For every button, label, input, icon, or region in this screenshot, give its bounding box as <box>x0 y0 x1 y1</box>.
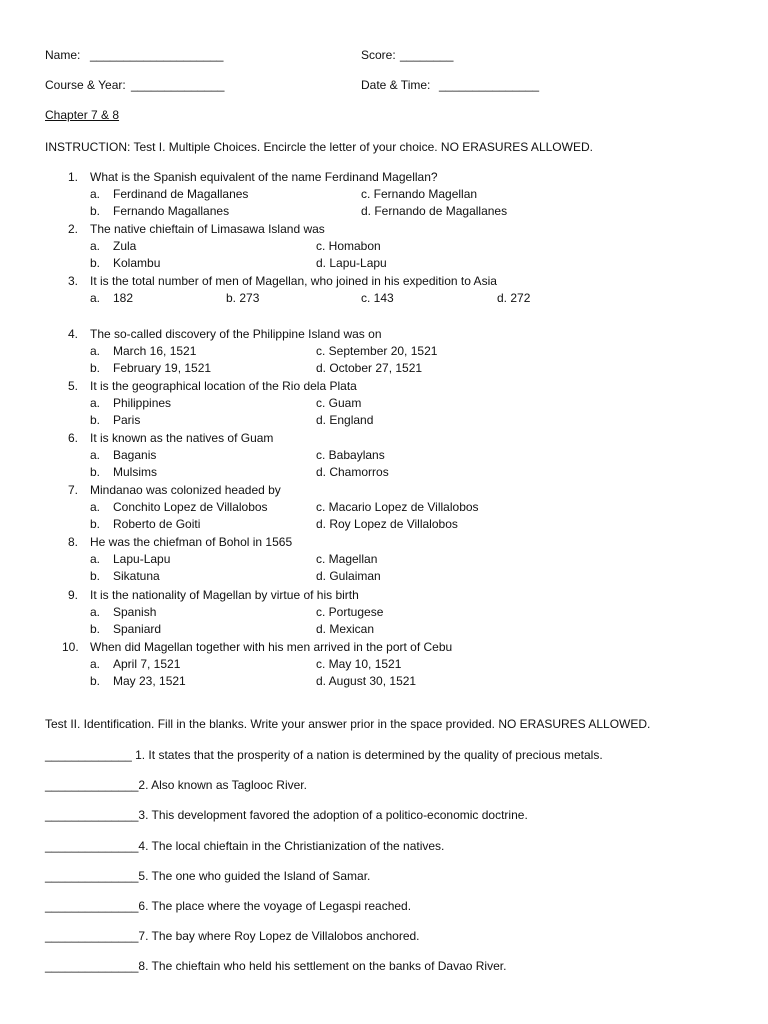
answer-option[interactable]: c. September 20, 1521 <box>316 344 438 358</box>
answer-option[interactable]: Sikatuna <box>113 569 160 583</box>
option-letter[interactable]: b. <box>90 569 101 583</box>
answer-option[interactable]: d. Chamorros <box>316 465 389 479</box>
answer-option[interactable]: Fernando Magallanes <box>113 204 230 218</box>
answer-option[interactable]: Lapu-Lapu <box>113 552 171 566</box>
question-number: 3. <box>68 274 79 288</box>
option-letter[interactable]: a. <box>90 344 101 358</box>
question-number: 9. <box>68 588 79 602</box>
question-number: 6. <box>68 431 79 445</box>
identification-item[interactable]: ______________7. The bay where Roy Lopez de Villalobos anchored. <box>45 929 420 943</box>
answer-option[interactable]: c. Fernando Magellan <box>361 187 478 201</box>
chapter-title: Chapter 7 & 8 <box>45 108 120 122</box>
score-blank[interactable]: ________ <box>400 48 454 62</box>
test2-instruction: Test II. Identification. Fill in the blanks. Write your answer prior in the space provided. NO ERASURES ALLOWED. <box>45 717 651 731</box>
answer-option[interactable]: c. Magellan <box>316 552 378 566</box>
answer-option[interactable]: c. Guam <box>316 396 362 410</box>
option-letter[interactable]: b. <box>90 674 101 688</box>
answer-option[interactable]: d. Roy Lopez de Villalobos <box>316 517 458 531</box>
answer-option[interactable]: Roberto de Goiti <box>113 517 201 531</box>
answer-option[interactable]: c. 143 <box>361 291 394 305</box>
answer-option[interactable]: d. October 27, 1521 <box>316 361 423 375</box>
answer-option[interactable]: May 23, 1521 <box>113 674 186 688</box>
question-text: The native chieftain of Limasawa Island was <box>90 222 325 236</box>
answer-option[interactable]: 182 <box>113 291 134 305</box>
identification-item[interactable]: ______________6. The place where the voyage of Legaspi reached. <box>45 899 412 913</box>
score-label: Score: <box>361 48 396 62</box>
option-letter[interactable]: b. <box>90 465 101 479</box>
option-letter[interactable]: b. <box>90 517 101 531</box>
option-letter[interactable]: b. <box>90 413 101 427</box>
answer-option[interactable]: February 19, 1521 <box>113 361 212 375</box>
option-letter[interactable]: a. <box>90 500 101 514</box>
question-text: It is the total number of men of Magellan, who joined in his expedition to Asia <box>90 274 497 288</box>
answer-option[interactable]: d. England <box>316 413 374 427</box>
question-text: What is the Spanish equivalent of the name Ferdinand Magellan? <box>90 170 438 184</box>
question-number: 10. <box>62 640 79 654</box>
answer-option[interactable]: d. Gulaiman <box>316 569 381 583</box>
answer-option[interactable]: Spaniard <box>113 622 162 636</box>
option-letter[interactable]: a. <box>90 605 101 619</box>
answer-option[interactable]: d. Lapu-Lapu <box>316 256 387 270</box>
answer-option[interactable]: b. 273 <box>226 291 260 305</box>
question-text: When did Magellan together with his men arrived in the port of Cebu <box>90 640 453 654</box>
option-letter[interactable]: a. <box>90 239 101 253</box>
answer-option[interactable]: Baganis <box>113 448 157 462</box>
option-letter[interactable]: b. <box>90 622 101 636</box>
answer-option[interactable]: March 16, 1521 <box>113 344 197 358</box>
answer-option[interactable]: Zula <box>113 239 137 253</box>
option-letter[interactable]: a. <box>90 657 101 671</box>
question-number: 8. <box>68 535 79 549</box>
course-year-label: Course & Year: <box>45 78 126 92</box>
option-letter[interactable]: b. <box>90 256 101 270</box>
answer-option[interactable]: c. May 10, 1521 <box>316 657 402 671</box>
identification-item[interactable]: ______________4. The local chieftain in the Christianization of the natives. <box>45 839 445 853</box>
option-letter[interactable]: a. <box>90 187 101 201</box>
question-text: It is the geographical location of the Rio dela Plata <box>90 379 357 393</box>
question-number: 7. <box>68 483 79 497</box>
answer-option[interactable]: Philippines <box>113 396 172 410</box>
answer-option[interactable]: d. Mexican <box>316 622 375 636</box>
test1-instruction: INSTRUCTION: Test I. Multiple Choices. Encircle the letter of your choice. NO ERASURES ALLOWED. <box>45 140 593 154</box>
question-text: Mindanao was colonized headed by <box>90 483 281 497</box>
question-text: The so-called discovery of the Philippine Island was on <box>90 327 382 341</box>
option-letter[interactable]: a. <box>90 396 101 410</box>
question-text: It is known as the natives of Guam <box>90 431 274 445</box>
answer-option[interactable]: Spanish <box>113 605 157 619</box>
answer-option[interactable]: d. 272 <box>497 291 531 305</box>
identification-item[interactable]: ______________3. This development favored the adoption of a politico-economic doctrine. <box>45 808 528 822</box>
question-number: 4. <box>68 327 79 341</box>
option-letter[interactable]: a. <box>90 552 101 566</box>
answer-option[interactable]: Paris <box>113 413 141 427</box>
answer-option[interactable]: c. Macario Lopez de Villalobos <box>316 500 479 514</box>
name-label: Name: <box>45 48 81 62</box>
answer-option[interactable]: April 7, 1521 <box>113 657 181 671</box>
answer-option[interactable]: c. Babaylans <box>316 448 385 462</box>
answer-option[interactable]: d. Fernando de Magallanes <box>361 204 508 218</box>
option-letter[interactable]: a. <box>90 448 101 462</box>
date-time-label: Date & Time: <box>361 78 431 92</box>
answer-option[interactable]: c. Portugese <box>316 605 384 619</box>
question-text: He was the chiefman of Bohol in 1565 <box>90 535 293 549</box>
identification-item[interactable]: ______________8. The chieftain who held his settlement on the banks of Davao River. <box>45 959 507 973</box>
answer-option[interactable]: c. Homabon <box>316 239 381 253</box>
question-number: 1. <box>68 170 79 184</box>
answer-option[interactable]: Mulsims <box>113 465 157 479</box>
answer-option[interactable]: Kolambu <box>113 256 161 270</box>
answer-option[interactable]: Conchito Lopez de Villalobos <box>113 500 268 514</box>
name-blank[interactable]: ____________________ <box>90 48 224 62</box>
course-year-blank[interactable]: ______________ <box>131 78 225 92</box>
option-letter[interactable]: a. <box>90 291 101 305</box>
answer-option[interactable]: Ferdinand de Magallanes <box>113 187 249 201</box>
question-text: It is the nationality of Magellan by virtue of his birth <box>90 588 359 602</box>
identification-item[interactable]: ______________2. Also known as Taglooc River. <box>45 778 307 792</box>
identification-item[interactable]: ______________5. The one who guided the Island of Samar. <box>45 869 371 883</box>
answer-option[interactable]: d. August 30, 1521 <box>316 674 417 688</box>
identification-item[interactable]: _____________ 1. It states that the prosperity of a nation is determined by the quality of precious metals. <box>45 748 603 762</box>
option-letter[interactable]: b. <box>90 204 101 218</box>
question-number: 5. <box>68 379 79 393</box>
question-number: 2. <box>68 222 79 236</box>
option-letter[interactable]: b. <box>90 361 101 375</box>
date-time-blank[interactable]: _______________ <box>439 78 540 92</box>
